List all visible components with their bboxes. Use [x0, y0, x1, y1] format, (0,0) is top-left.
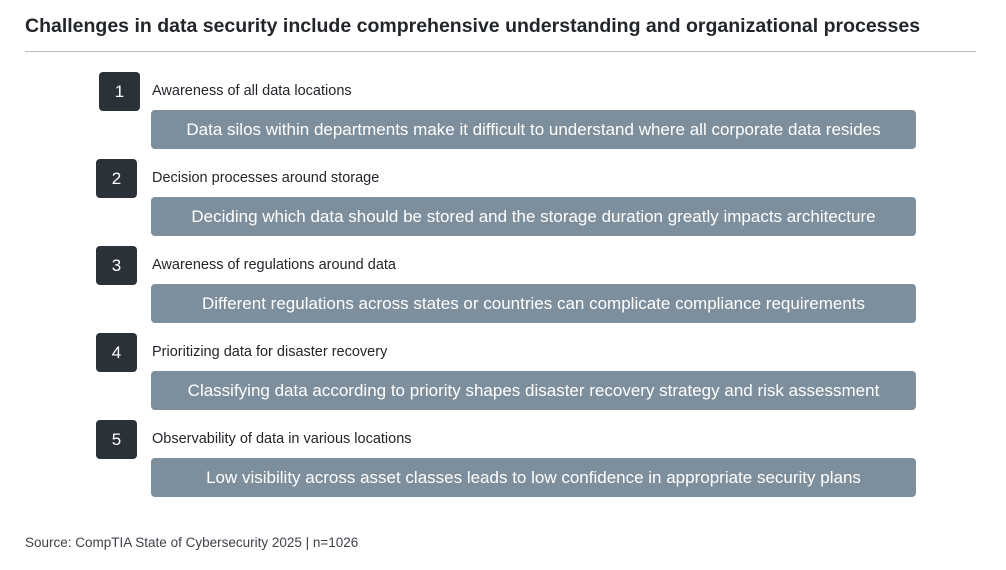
challenge-heading: Observability of data in various locations — [152, 431, 412, 447]
challenge-description: Classifying data according to priority shapes disaster recovery strategy and risk assessment — [151, 371, 916, 410]
challenge-heading: Awareness of regulations around data — [152, 257, 396, 273]
title-divider — [25, 51, 976, 52]
challenge-item-1 — [0, 72, 1006, 159]
challenge-item-3 — [0, 246, 1006, 333]
challenge-heading: Awareness of all data locations — [152, 83, 352, 99]
challenge-description: Deciding which data should be stored and the storage duration greatly impacts architecture — [151, 197, 916, 236]
challenge-heading: Decision processes around storage — [152, 170, 380, 186]
page-title: Challenges in data security include comprehensive understanding and organizational processes — [25, 15, 921, 37]
challenge-description: Low visibility across asset classes leads to low confidence in appropriate security plans — [151, 458, 916, 497]
challenge-item-4 — [0, 333, 1006, 420]
challenge-number-badge: 5 — [96, 420, 137, 459]
challenge-heading: Prioritizing data for disaster recovery — [152, 344, 388, 360]
source-note: Source: CompTIA State of Cybersecurity 2025 | n=1026 — [25, 535, 359, 550]
challenge-item-5 — [0, 420, 1006, 507]
challenge-item-2 — [0, 159, 1006, 246]
challenge-number-badge: 1 — [99, 72, 140, 111]
challenge-number-badge: 4 — [96, 333, 137, 372]
challenge-description: Different regulations across states or countries can complicate compliance requirements — [151, 284, 916, 323]
challenge-number-badge: 2 — [96, 159, 137, 198]
challenge-number-badge: 3 — [96, 246, 137, 285]
challenge-list — [0, 72, 1006, 507]
challenge-description: Data silos within departments make it difficult to understand where all corporate data resides — [151, 110, 916, 149]
